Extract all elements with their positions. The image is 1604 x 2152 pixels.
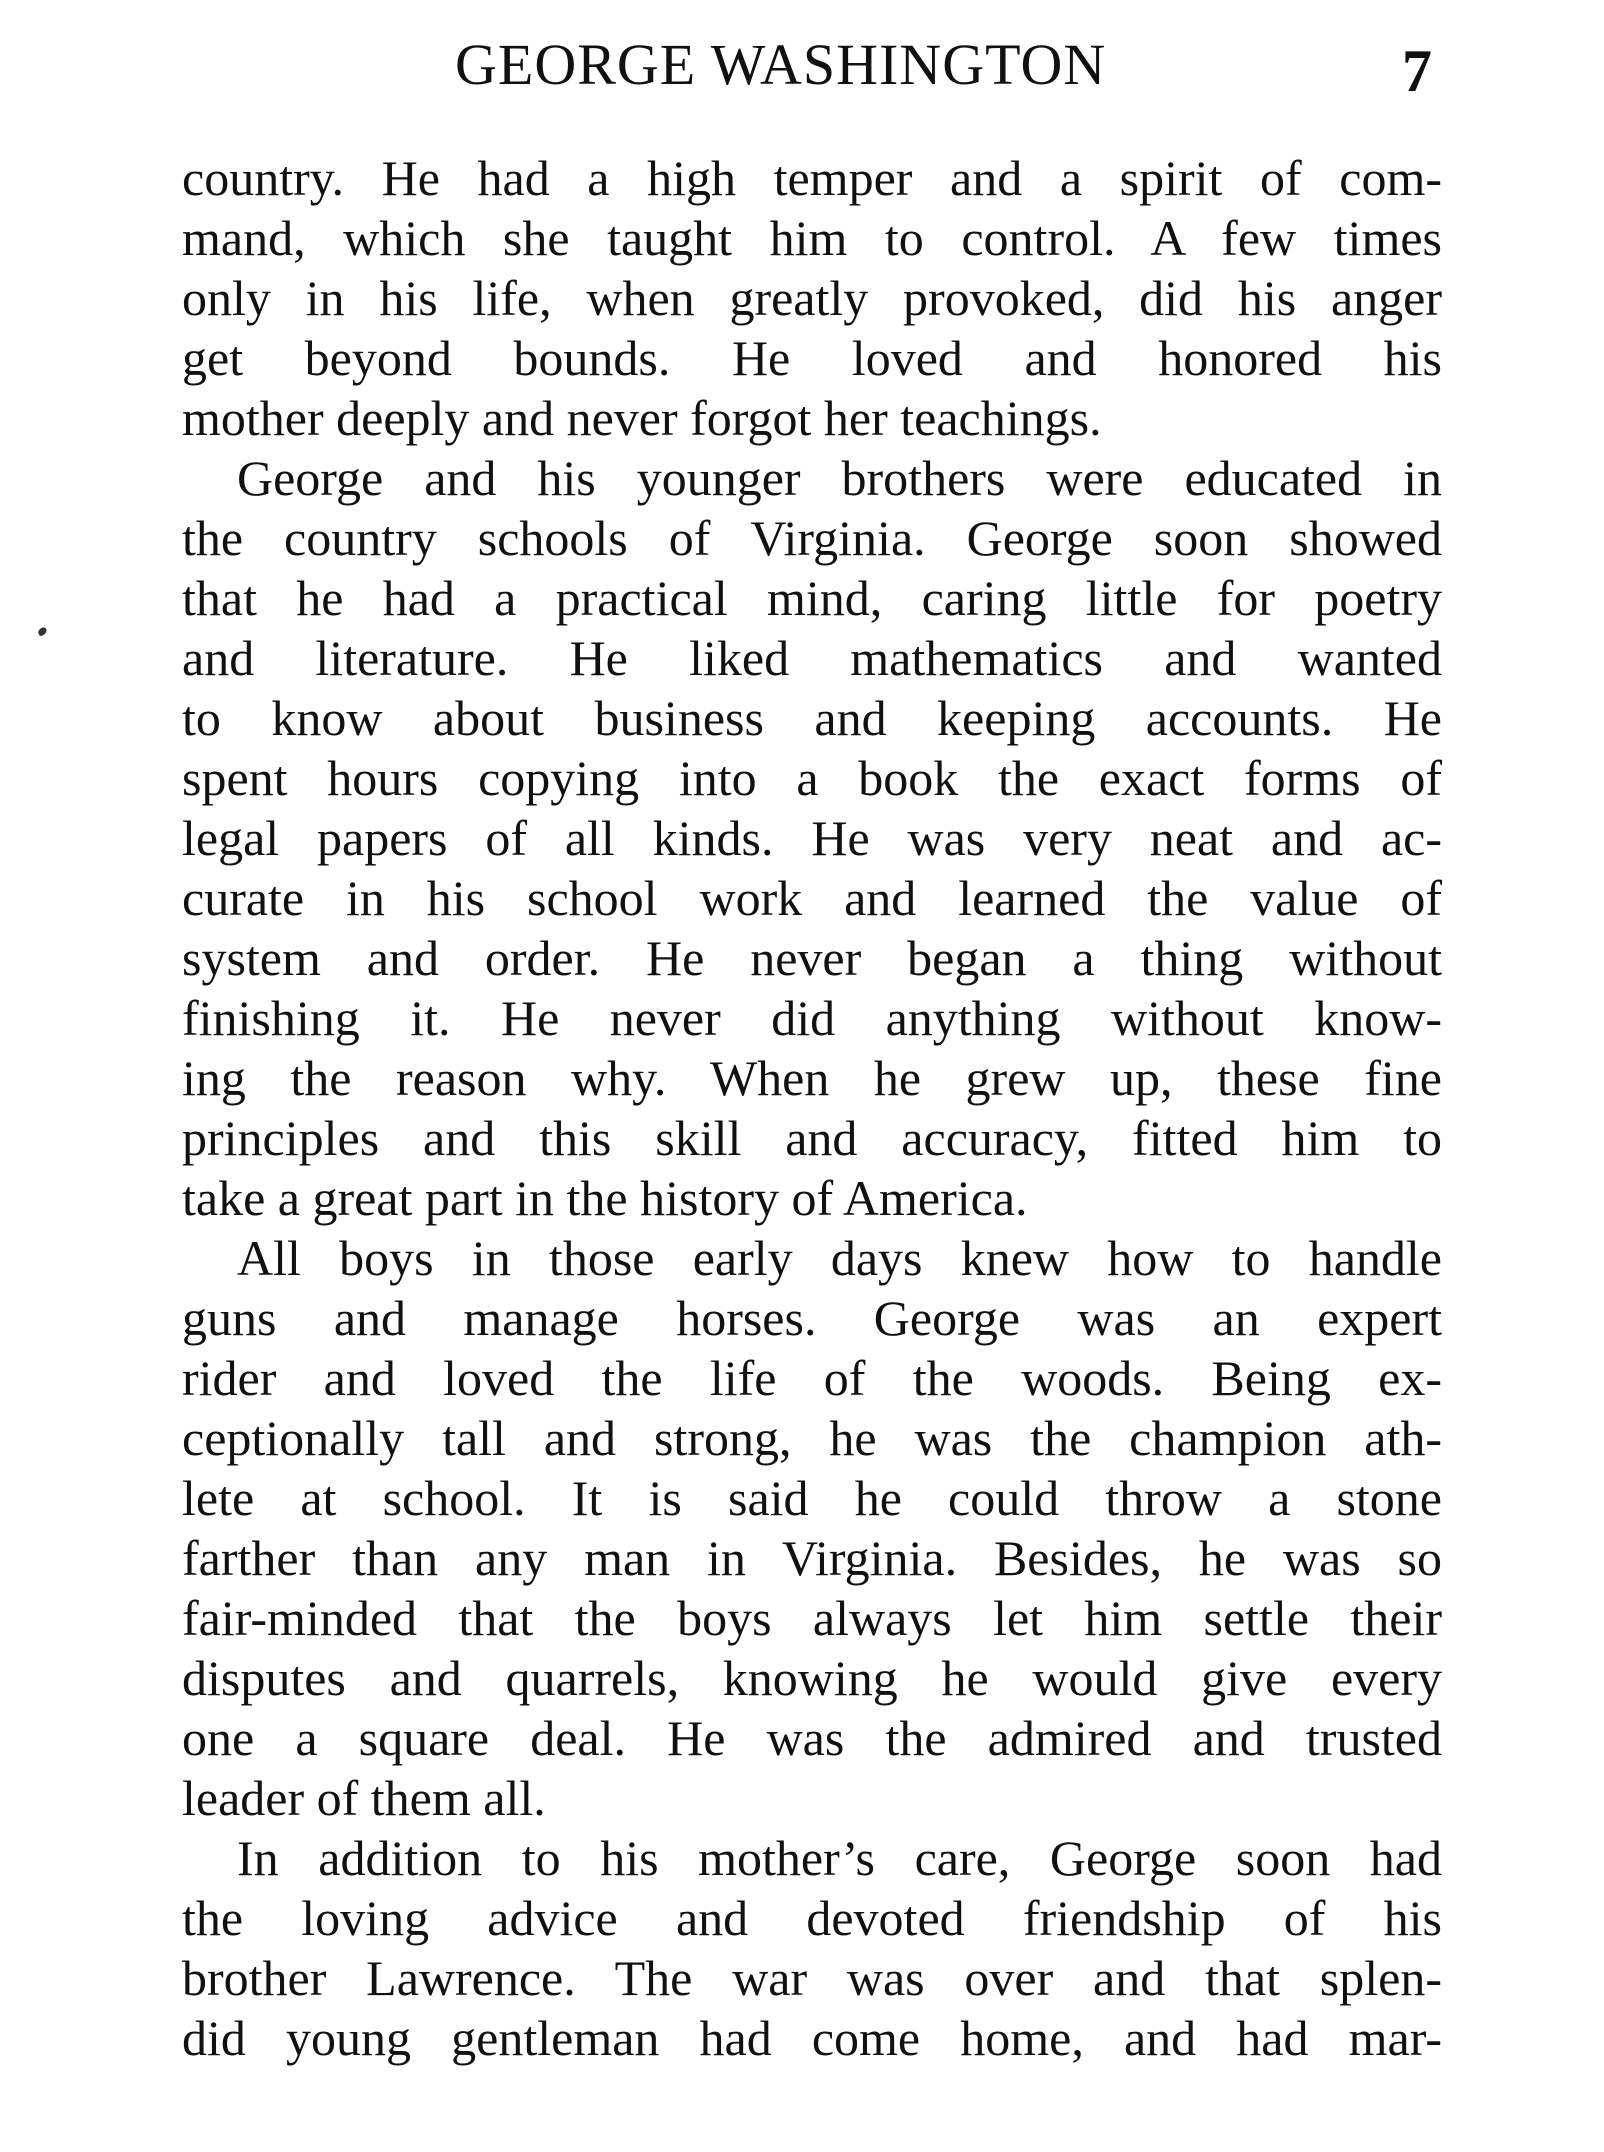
text-line: principles and this skill and accuracy, fitted him to [182, 1110, 1442, 1166]
text-line: legal papers of all kinds. He was very neat and ac- [182, 810, 1442, 866]
text-line: get beyond bounds. He loved and honored his [182, 330, 1442, 386]
text-line: did young gentleman had come home, and had mar- [182, 2010, 1442, 2066]
text-line: All boys in those early days knew how to handle [237, 1230, 1442, 1286]
text-line: country. He had a high temper and a spirit of com- [182, 150, 1442, 206]
text-line: fair-minded that the boys always let him settle their [182, 1590, 1442, 1646]
running-head [0, 30, 1604, 104]
text-line: the loving advice and devoted friendship of his [182, 1890, 1442, 1946]
text-line: In addition to his mother’s care, George soon had [237, 1830, 1442, 1886]
text-line: finishing it. He never did anything without know- [182, 990, 1442, 1046]
text-line: ing the reason why. When he grew up, these fine [182, 1050, 1442, 1106]
text-line: rider and loved the life of the woods. Being ex- [182, 1350, 1442, 1406]
text-line: the country schools of Virginia. George soon showed [182, 510, 1442, 566]
running-title: GEORGE WASHINGTON [455, 32, 1107, 97]
text-line: and literature. He liked mathematics and wanted [182, 630, 1442, 686]
paragraph-2 [182, 448, 1442, 1228]
paragraph-1 [182, 148, 1442, 448]
body-text [182, 148, 1442, 2068]
text-line: mother deeply and never forgot her teachings. [182, 390, 1102, 446]
text-line: lete at school. It is said he could throw a stone [182, 1470, 1442, 1526]
text-line: mand, which she taught him to control. A few times [182, 210, 1442, 266]
text-line: disputes and quarrels, knowing he would give every [182, 1650, 1442, 1706]
text-line: curate in his school work and learned the value of [182, 870, 1442, 926]
text-line: system and order. He never began a thing without [182, 930, 1442, 986]
page-number: 7 [1402, 38, 1432, 104]
text-line: ceptionally tall and strong, he was the champion ath- [182, 1410, 1442, 1466]
text-line: to know about business and keeping accounts. He [182, 690, 1442, 746]
text-line: spent hours copying into a book the exact forms of [182, 750, 1442, 806]
text-line: brother Lawrence. The war was over and that splen- [182, 1950, 1442, 2006]
text-line: leader of them all. [182, 1770, 546, 1826]
text-line: one a square deal. He was the admired and trusted [182, 1710, 1442, 1766]
text-line: farther than any man in Virginia. Besides, he was so [182, 1530, 1442, 1586]
text-line: that he had a practical mind, caring little for poetry [182, 570, 1442, 626]
ink-speck [37, 626, 48, 637]
text-line: only in his life, when greatly provoked, did his anger [182, 270, 1442, 326]
paragraph-3 [182, 1228, 1442, 1828]
text-line: take a great part in the history of America. [182, 1170, 1028, 1226]
text-line: guns and manage horses. George was an expert [182, 1290, 1442, 1346]
text-line: George and his younger brothers were educated in [237, 450, 1442, 506]
paragraph-4 [182, 1828, 1442, 2068]
